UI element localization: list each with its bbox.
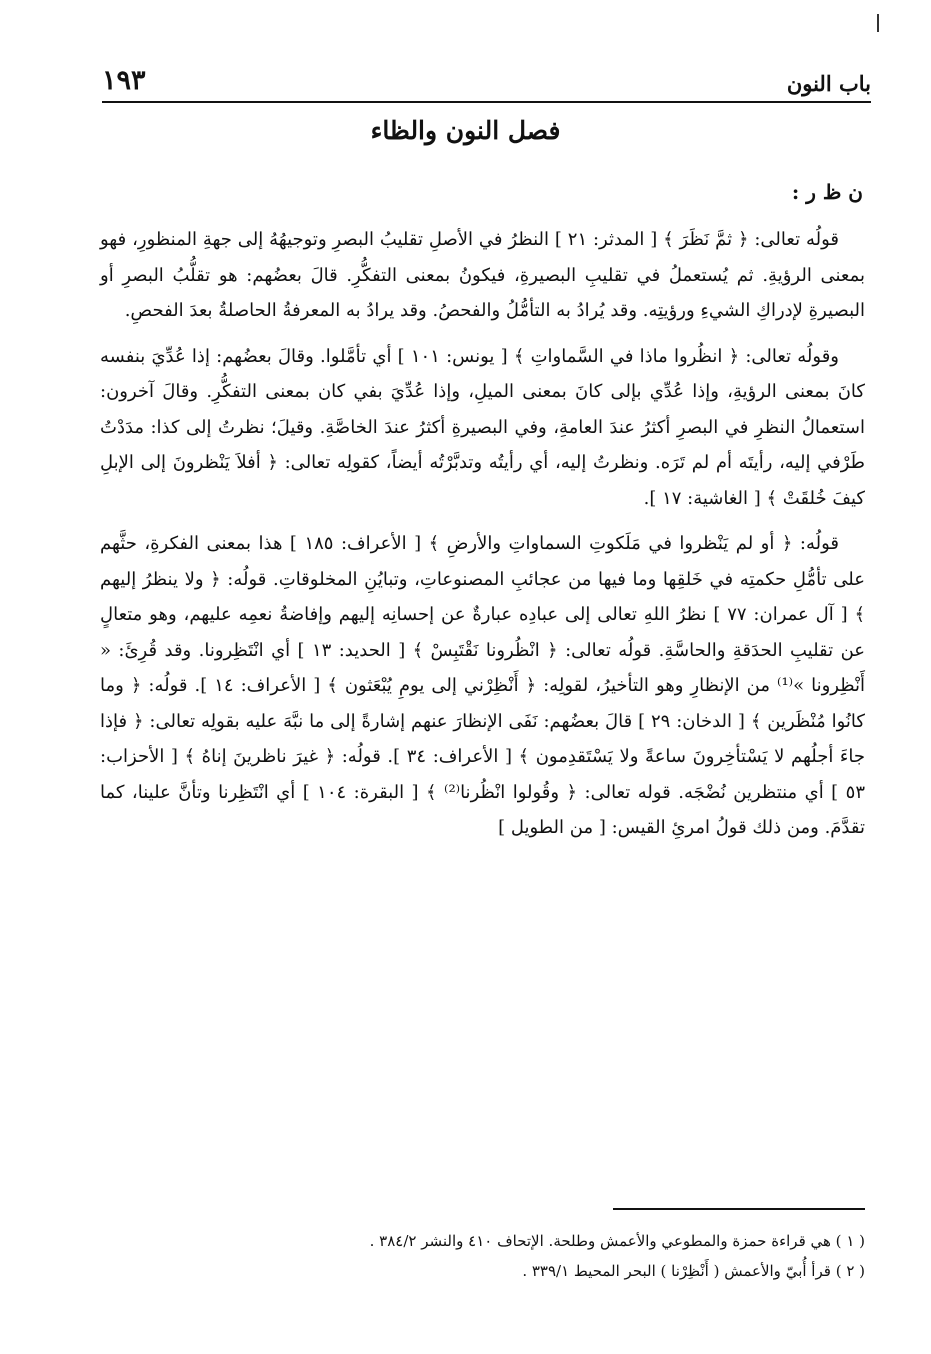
margin-mark [877, 14, 879, 32]
footnotes [100, 1226, 865, 1286]
page-header [102, 50, 871, 103]
footnote-separator [613, 1208, 865, 1210]
body-text [100, 222, 865, 856]
paragraph-1: قولُه تعالى: ﴿ ثمَّ نَظَرَ ﴾ [ المدثر: ٢١ ] النظرُ في الأصلِ تقليبُ البصرِ وتوجيهُهُ إلى جهةِ المنظورِ، فهو بمعنى الرؤيةِ. ثم يُستعملُ في تقليبِ البصيرةِ، فيكونُ بمعنى التفكُّرِ. قالَ بعضُهم: هو تقلُّبُ البصرِ أو البصيرةِ لإدراكِ الشيءِ ورؤيتِه. وقد يُرادُ به التأمُّلُ والفحصُ. وقد يرادُ به المعرفةُ الحاصلةُ بعدَ الفحصِ. [100, 229, 865, 321]
paragraph-2: وقولُه تعالى: ﴿ انظُروا ماذا في السَّماواتِ ﴾ [ يونس: ١٠١ ] أي تأمَّلوا. وقالَ بعضُهم: إذا عُدِّيَ بنفسه كانَ بمعنى الرؤيةِ، وإذا عُدِّي بإلى كانَ بمعنى الميلِ، وإذا عُدِّيَ بفي كان بمعنى التفكُّرِ. وقالَ آخرون: استعمالُ النظرِ في البصرِ أكثرُ عندَ العامةِ، وفي البصيرةِ أكثرُ عندَ الخاصَّةِ. وقيلَ؛ نظرتُ إلى كذا: مدَدْتُ طَرْفي إليه، رأيتَه أم لم تَرَه. ونظرتُ إليه، أي رأيتُه وتدبَّرْتُه أيضاً، كقولِه تعالى: ﴿ أفلاَ يَنْظرونَ إلى الإبلِ كيفَ خُلقَتْ ﴾ [ الغاشية: ١٧ ]. [100, 345, 865, 509]
page-number: ١٩٣ [102, 65, 146, 96]
running-title: باب النون [786, 71, 871, 96]
paragraph-3: قولُه: ﴿ أو لم يَنْظروا في مَلَكوتِ السماواتِ والأرضِ ﴾ [ الأعراف: ١٨٥ ] هذا بمعنى الفكرةِ، حثَّهم على تأمُّلِ حكمتِه في خَلقِها وما فيها من عجائبِ المصنوعاتِ، وتبايُنِ المخلوقاتِ. قولُه: ﴿ ولا ينظرُ إليهم ﴾ [ آل عمران: ٧٧ ] نظرُ اللهِ تعالى إلى عبادِه عبارةٌ عن إحسانِه إليهم وإفاضةُ نعمِه عليهم، وهو متعالٍ عن تقليبِ الحدَقةِ والحاسَّةِ. قولُه تعالى: ﴿ انْظُرونا نَقْتَبِسْ ﴾ [ الحديد: ١٣ ] أي انْتَظِرونا. وقد قُرِئَ: « أَنْظِرونا »⁽¹⁾ من الإنظارِ وهو التأخيرُ، لقولِه: ﴿ أَنْظِرْني إلى يومِ يُبْعَثون ﴾ [ الأعراف: ١٤ ]. قولُه: ﴿ وما كانُوا مُنْظَرين ﴾ [ الدخان: ٢٩ ] قالَ بعضُهم: نَفَى الإنظارَ عنهم إشارةً إلى ما نبَّهَ عليه بقولِه تعالى: ﴿ فإذا جاءَ أجلُهم لا يَسْتأخِرونَ ساعةً ولا يَسْتَقدِمون ﴾ [ الأعراف: ٣٤ ]. قولُه: ﴿ غيرَ ناظرينَ إناهُ ﴾ [ الأحزاب: ٥٣ ] أي منتظرين نُضْجَه. قوله تعالى: ﴿ وقُولوا انْظُرنا⁽²⁾ ﴾ [ البقرة: ١٠٤ ] أي انْتَظِرنا وتأنَّ علينا، كما تقدَّمَ. ومن ذلك قولُ امرئِ القيس: [ من الطويل ] [100, 533, 866, 838]
footnote-2: ( ٢ ) قرأ أُبيّ والأعمش ( أَنْظِرْنا ) البحر المحيط ٣٣٩/١ . [522, 1262, 865, 1280]
section-title: فصل النون والظاء [370, 116, 561, 145]
footnote-1: ( ١ ) هي قراءة حمزة والمطوعي والأعمش وطلحة. الإتحاف ٤١٠ والنشر ٣٨٤/٢ . [369, 1232, 865, 1250]
root-heading: ن ظ ر : [791, 180, 863, 204]
